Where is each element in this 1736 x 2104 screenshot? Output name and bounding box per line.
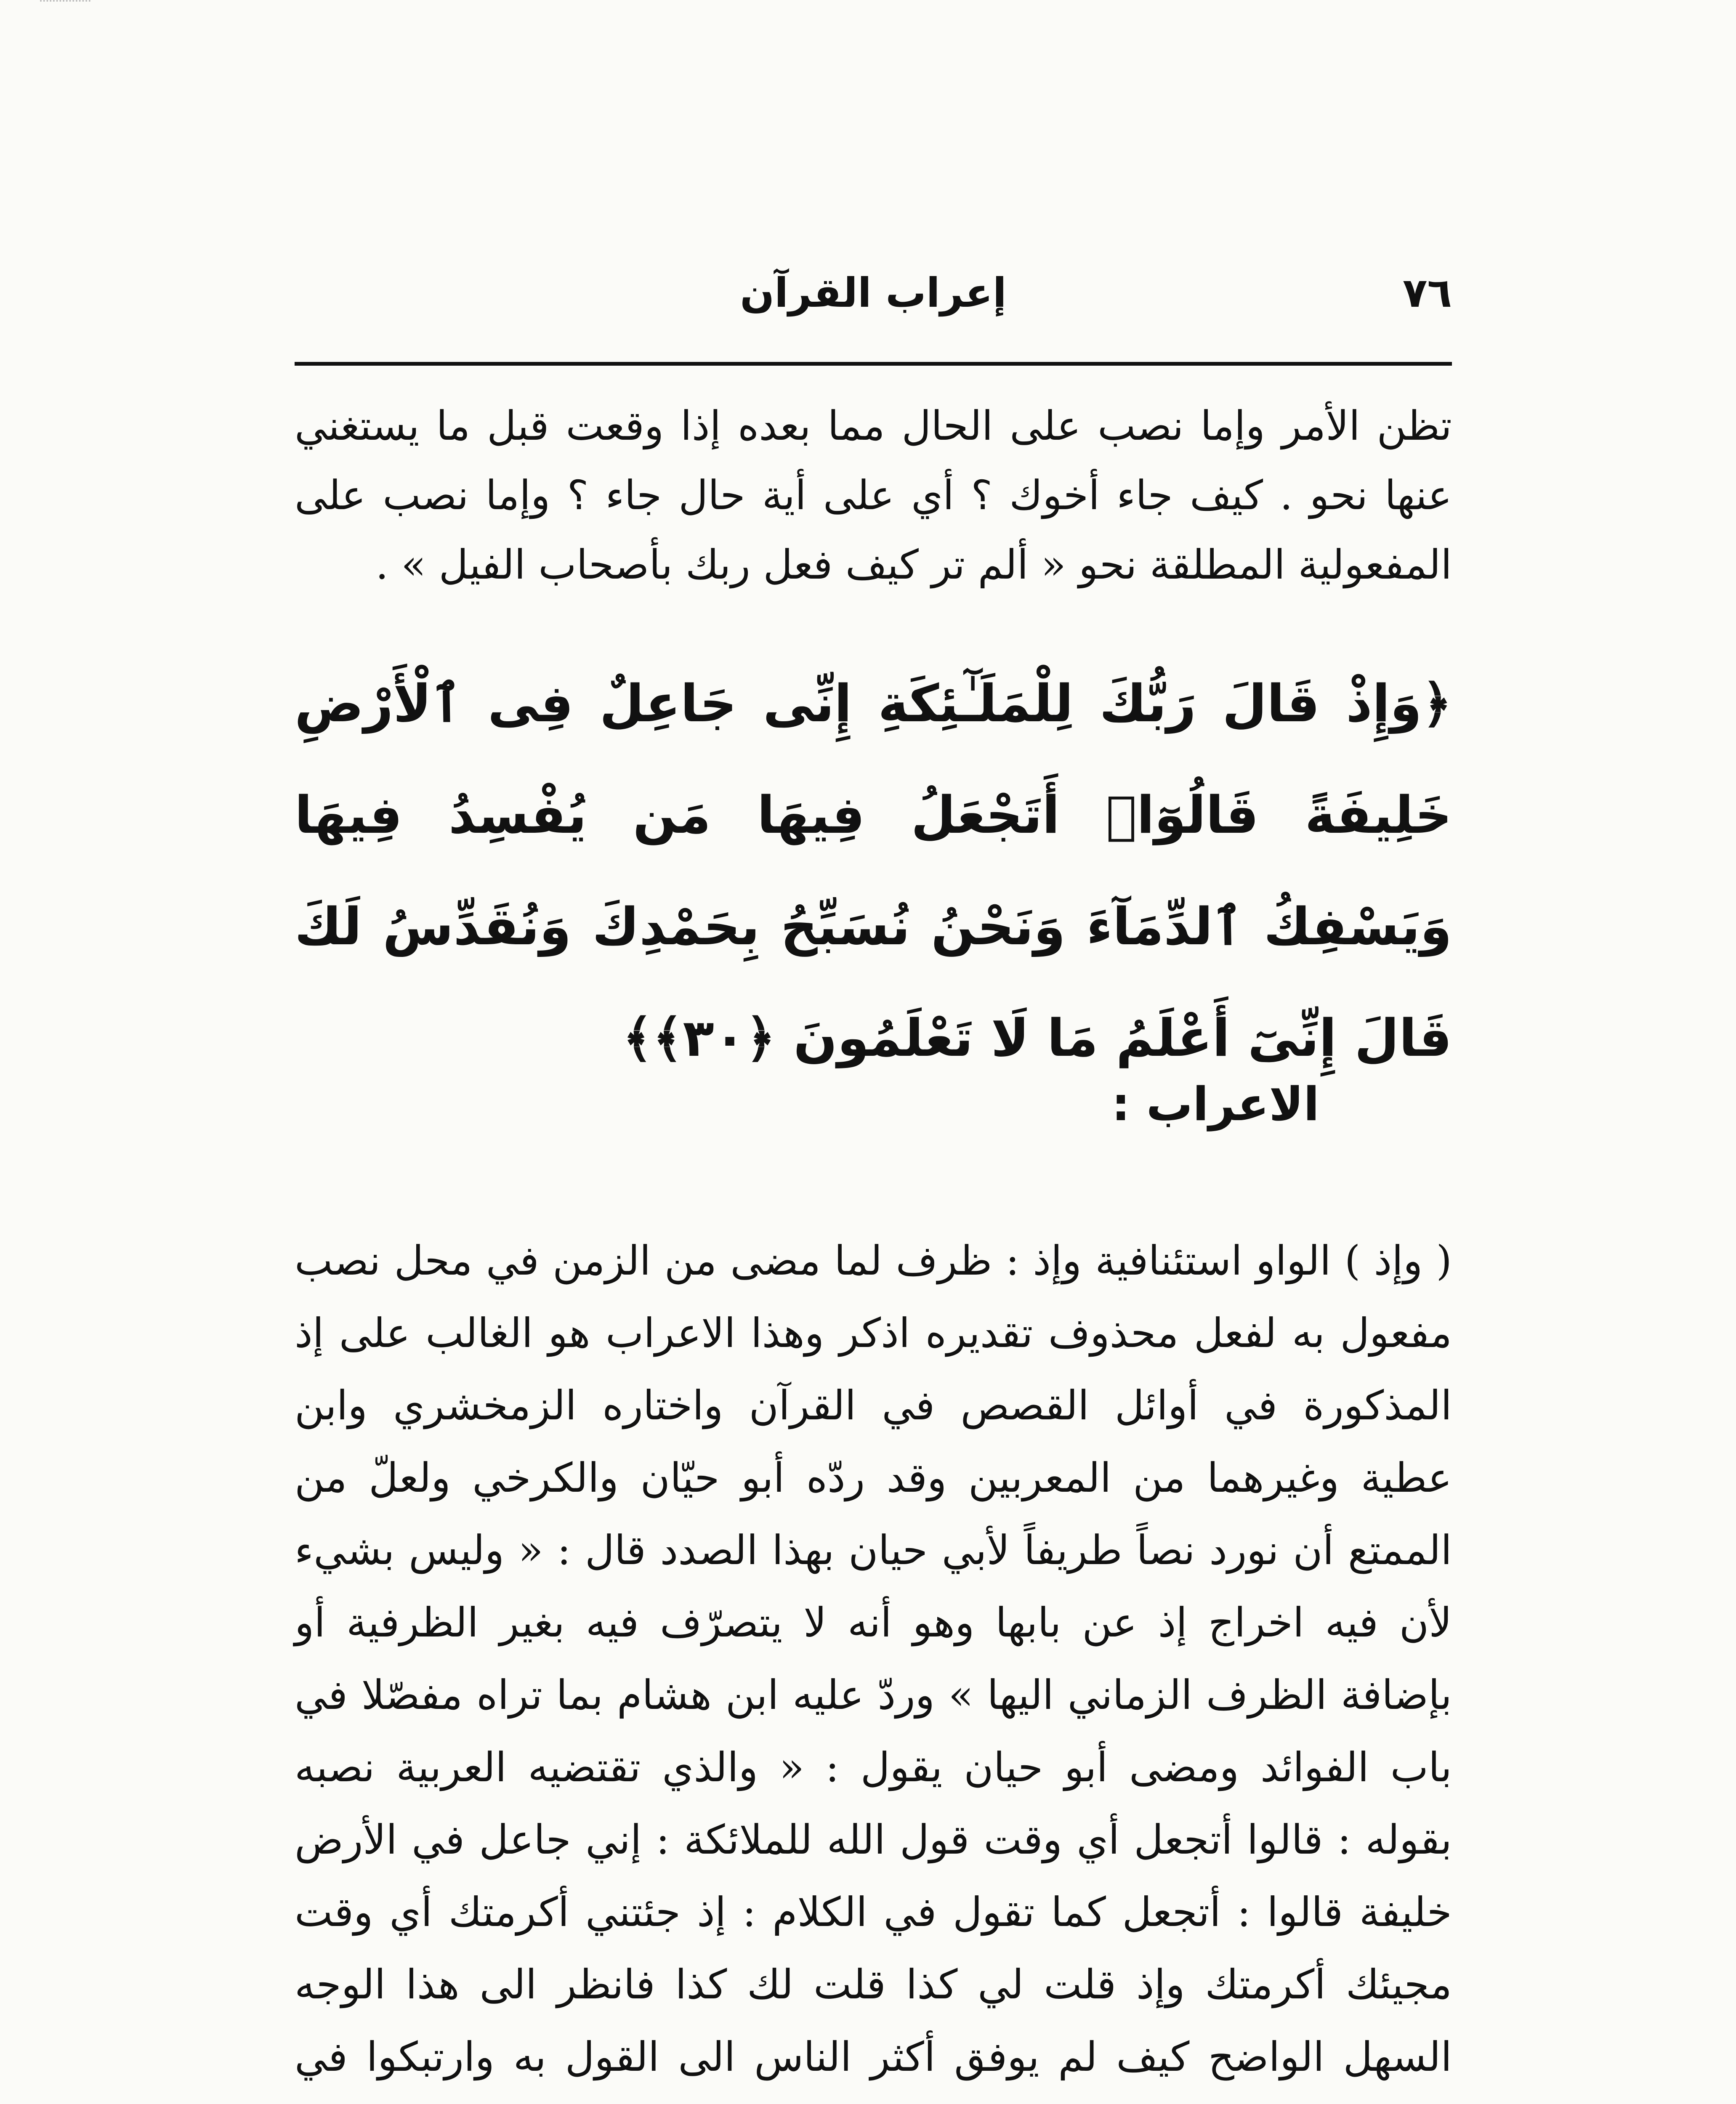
quran-verse-block: [295, 648, 1452, 1094]
scan-edge-mark: [40, 0, 90, 6]
intro-paragraph-block: [295, 391, 1452, 600]
analysis-block: [295, 1225, 1452, 2104]
section-heading: الاعراب :: [1111, 1077, 1319, 1131]
intro-paragraph: تظن الأمر وإما نصب على الحال مما بعده إذا وقعت قبل ما يستغني عنها نحو . كيف جاء أخوك ؟ أي على أية حال جاء ؟ وإما نصب على المفعولية المطلقة نحو « ألم تر كيف فعل ربك بأصحاب الفيل » .: [295, 402, 1452, 588]
quran-verse: ﴿وَإِذْ قَالَ رَبُّكَ لِلْمَلَـٰٓئِكَةِ إِنِّى جَاعِلٌ فِى ٱلْأَرْضِ خَلِيفَةً قَالُوٓا۟ أَتَجْعَلُ فِيهَا مَن يُفْسِدُ فِيهَا وَيَسْفِكُ ٱلدِّمَآءَ وَنَحْنُ نُسَبِّحُ بِحَمْدِكَ وَنُقَدِّسُ لَكَ قَالَ إِنِّىٓ أَعْلَمُ مَا لَا تَعْلَمُونَ ﴿٣٠﴾﴾: [295, 674, 1452, 1068]
running-title: إعراب القرآن: [740, 269, 1007, 316]
page-number: ٧٦: [1402, 269, 1452, 316]
analysis-paragraph: ( وإذ ) الواو استئنافية وإذ : ظرف لما مضى من الزمن في محل نصب مفعول به لفعل محذوف تقديره اذكر وهذا الاعراب هو الغالب على إذ المذكورة في أوائل القصص في القرآن واختاره الزمخشري وابن عطية وغيرهما من المعربين وقد ردّه أبو حيّان والكرخي ولعلّ من الممتع أن نورد نصاً طريفاً لأبي حيان بهذا الصدد قال : « وليس بشيء لأن فيه اخراج إذ عن بابها وهو أنه لا يتصرّف فيه بغير الظرفية أو بإضافة الظرف الزماني اليها » وردّ عليه ابن هشام بما تراه مفصّلا في باب الفوائد ومضى أبو حيان يقول : « والذي تقتضيه العربية نصبه بقوله : قالوا أتجعل أي وقت قول الله للملائكة : إني جاعل في الأرض خليفة قالوا : أتجعل كما تقول في الكلام : إذ جئتني أكرمتك أي وقت مجيئك أكرمتك وإذ قلت لي كذا قلت لك كذا فانظر الى هذا الوجه السهل الواضح كيف لم يوفق أكثر الناس الى القول به وارتبكوا في: [295, 1237, 1452, 2080]
page-header: [295, 269, 1452, 328]
header-rule: [295, 362, 1452, 366]
